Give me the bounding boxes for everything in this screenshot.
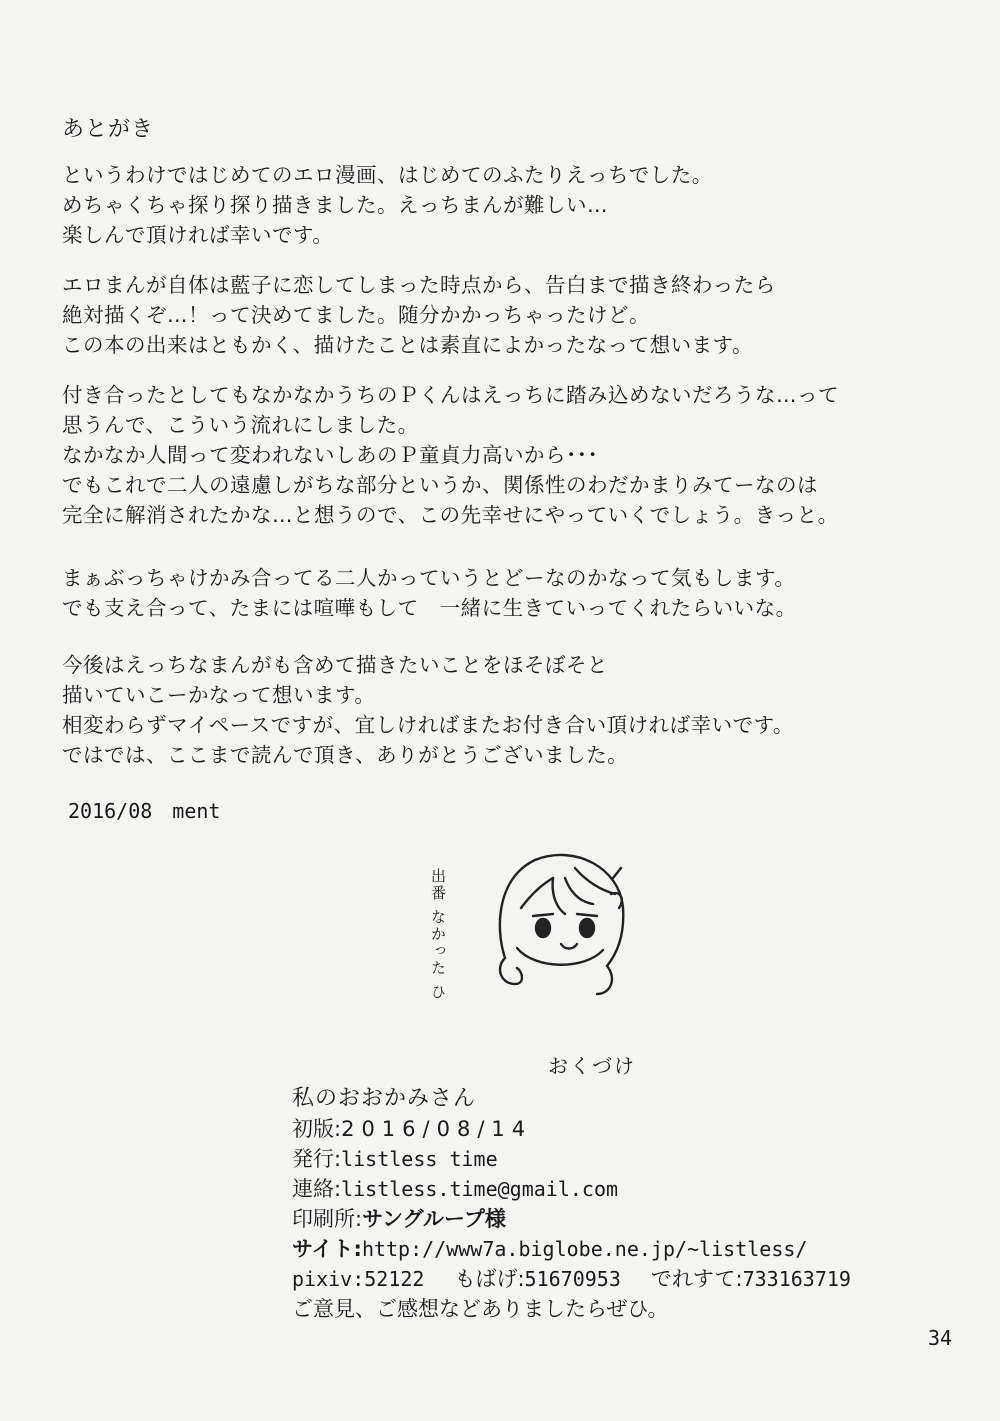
afterword-line: 思うんで、こういう流れにしました。 (62, 413, 419, 437)
afterword-line: この本の出来はともかく、描けたことは素直によかったなって想います。 (62, 333, 753, 357)
afterword-paragraph-5 (62, 650, 794, 770)
afterword-line: 楽しんで頂ければ幸いです。 (62, 223, 334, 247)
afterword-line: 完全に解消されたかな…と想うので、この先幸せにやっていくでしょう。きっと。 (62, 503, 839, 527)
site-row (292, 1234, 851, 1264)
page-number: 34 (928, 1326, 953, 1350)
site-url: http://www7a.biglobe.ne.jp/~listless/ (361, 1237, 808, 1261)
first-edition-date: 2016/08/14 (341, 1117, 533, 1141)
account-ids-row (292, 1264, 851, 1294)
afterword-paragraph-3 (62, 380, 839, 530)
work-title: 私のおおかみさん (292, 1086, 477, 1111)
afterword-line: 相変わらずマイペースですが、宜しければまたお付き合い頂ければ幸いです。 (62, 713, 794, 737)
afterword-line: 絶対描くぞ…！って決めてました。随分かかっちゃったけど。 (62, 303, 650, 327)
afterword-line: でも支え合って、たまには喧嘩もして 一緒に生きていってくれたらいいな。 (62, 596, 797, 620)
colophon (292, 1084, 851, 1324)
first-edition-label: 初版: (292, 1117, 342, 1141)
afterword-line: 今後はえっちなまんがも含めて描きたいことをほそぼそと (62, 653, 608, 677)
mobage-id: 51670953 (524, 1267, 621, 1291)
printer-name: サングループ様 (362, 1207, 506, 1231)
afterword-line: 付き合ったとしてもなかなかうちのＰくんはえっちに踏み込めないだろうな…って (62, 383, 839, 407)
afterword-signoff: 2016/08 ment (68, 799, 221, 823)
site-label: サイト: (292, 1237, 362, 1261)
printer-row (292, 1204, 851, 1234)
character-face-doodle-icon (425, 838, 625, 998)
afterword-line: なかなか人間って変われないしあのＰ童貞力高いから･･･ (62, 443, 599, 467)
pixiv-id: 52122 (364, 1267, 425, 1291)
sketch-note-part: なかった (429, 908, 447, 977)
contact-label: 連絡: (292, 1177, 342, 1201)
sketch-handwritten-note (426, 868, 450, 1001)
deresute-label: でれすて: (650, 1267, 743, 1291)
contact-email: listless.time@gmail.com (341, 1177, 619, 1201)
afterword-line: ではでは、ここまで読んで頂き、ありがとうございました。 (62, 743, 629, 767)
afterword-line: 描いていこーかなって想います。 (62, 683, 376, 707)
deresute-id: 733163719 (742, 1267, 851, 1291)
publisher-name: listless time (341, 1147, 498, 1171)
afterword-line: まぁぶっちゃけかみ合ってる二人かっていうとどーなのかなって気もします。 (62, 566, 796, 590)
colophon-heading: おくづけ (548, 1054, 636, 1078)
publisher-label: 発行: (292, 1147, 342, 1171)
afterword-line: めちゃくちゃ探り探り描きました。えっちまんが難しい… (62, 193, 608, 217)
publisher-row (292, 1144, 851, 1174)
sketch-note-part: 出番 (429, 868, 447, 902)
feedback-line: ご意見、ご感想などありましたらぜひ。 (292, 1297, 669, 1321)
contact-row (292, 1174, 851, 1204)
sketch-note-part: ひ (429, 983, 447, 1001)
afterword-paragraph-4 (62, 563, 797, 623)
afterword-paragraph-2 (62, 270, 776, 360)
afterword-line: というわけではじめてのエロ漫画、はじめてのふたりえっちでした。 (62, 163, 713, 187)
printer-label: 印刷所: (292, 1207, 363, 1231)
afterword-paragraph-1 (62, 160, 713, 250)
afterword-line: エロまんが自体は藍子に恋してしまった時点から、告白まで描き終わったら (62, 273, 776, 297)
afterword-line: でもこれで二人の遠慮しがちな部分というか、関係性のわだかまりみてーなのは (62, 473, 818, 497)
mobage-label: もばげ: (454, 1267, 525, 1291)
afterword-heading: あとがき (62, 117, 155, 142)
pixiv-label: pixiv: (292, 1267, 365, 1291)
first-edition-row (292, 1114, 851, 1144)
